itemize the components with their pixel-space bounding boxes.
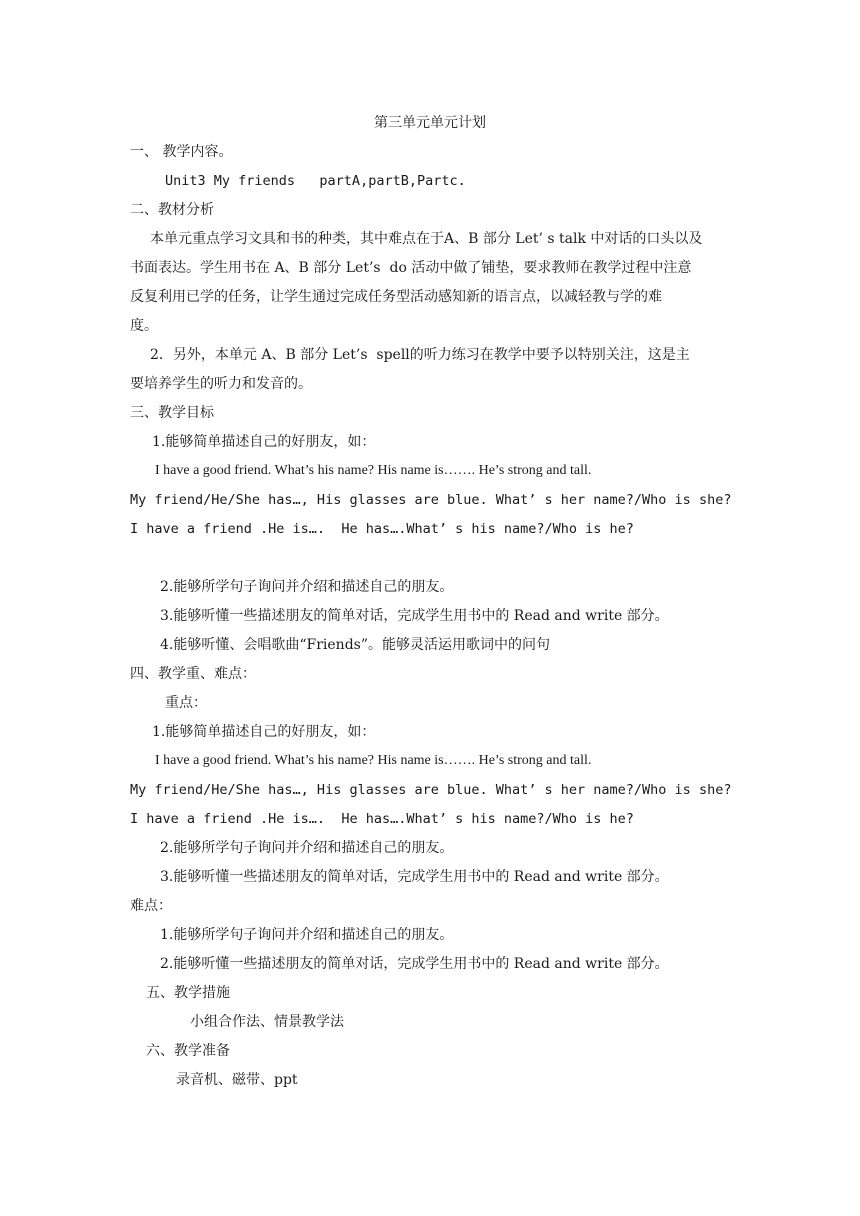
key-points-label: 重点： xyxy=(165,695,207,711)
objective-item: 2.能够所学句子询问并介绍和描述自己的朋友。 xyxy=(160,579,454,595)
difficult-point-item: 1.能够所学句子询问并介绍和描述自己的朋友。 xyxy=(160,927,454,943)
example-sentence: I have a friend .He is…. He has….What’ s his name?/Who is he? xyxy=(130,811,634,827)
example-sentence: My friend/He/She has…, His glasses are blue. What’ s her name?/Who is she? xyxy=(130,782,732,798)
section-2-heading: 二、教材分析 xyxy=(130,202,214,218)
example-sentence: I have a good friend. What’s his name? His name is……. He’s strong and tall. xyxy=(155,463,592,478)
section-2-paragraph-line: 要培养学生的听力和发音的。 xyxy=(130,376,312,392)
difficult-point-item: 2.能够听懂一些描述朋友的简单对话，完成学生用书中的 Read and write 部分。 xyxy=(160,956,669,972)
example-sentence: I have a good friend. What’s his name? His name is……. He’s strong and tall. xyxy=(155,753,592,768)
section-2-paragraph-line: 2．另外，本单元 A、B 部分 Let’s spell的听力练习在教学中要予以特别关注，这是主 xyxy=(150,347,690,363)
example-sentence: I have a friend .He is…. He has….What’ s his name?/Who is he? xyxy=(130,521,634,537)
key-point-item: 2.能够所学句子询问并介绍和描述自己的朋友。 xyxy=(160,840,454,856)
section-2-paragraph-line: 度。 xyxy=(130,318,158,334)
difficult-points-label: 难点： xyxy=(130,898,172,914)
key-point-item: 1.能够简单描述自己的好朋友，如： xyxy=(152,724,376,740)
objective-item: 3.能够听懂一些描述朋友的简单对话，完成学生用书中的 Read and write 部分。 xyxy=(160,608,669,624)
document-title: 第三单元单元计划 xyxy=(374,115,486,131)
objective-item: 1.能够简单描述自己的好朋友，如： xyxy=(152,434,376,450)
section-5-heading: 五、教学措施 xyxy=(146,985,230,1001)
section-6-heading: 六、教学准备 xyxy=(146,1043,230,1059)
section-2-paragraph-line: 反复利用已学的任务，让学生通过完成任务型活动感知新的语言点，以减轻教与学的难 xyxy=(130,289,662,305)
section-6-content: 录音机、磁带、ppt xyxy=(176,1072,298,1088)
section-1-content: Unit3 My friends partA,partB,Partc. xyxy=(165,173,466,189)
example-sentence: My friend/He/She has…, His glasses are blue. What’ s her name?/Who is she? xyxy=(130,492,732,508)
section-2-paragraph-line: 书面表达。学生用书在 A、B 部分 Let’s do 活动中做了铺垫，要求教师在教学过程中注意 xyxy=(130,260,692,276)
section-5-content: 小组合作法、情景教学法 xyxy=(190,1014,344,1030)
key-point-item: 3.能够听懂一些描述朋友的简单对话，完成学生用书中的 Read and write 部分。 xyxy=(160,869,669,885)
section-2-paragraph-line: 本单元重点学习文具和书的种类，其中难点在于A、B 部分 Let’ s talk 中对话的口头以及 xyxy=(150,231,703,247)
section-1-heading: 一、 教学内容。 xyxy=(130,144,233,160)
section-3-heading: 三、教学目标 xyxy=(130,405,214,421)
section-4-heading: 四、教学重、难点： xyxy=(130,666,256,682)
objective-item: 4.能够听懂、会唱歌曲“Friends”。能够灵活运用歌词中的问句 xyxy=(160,637,551,653)
